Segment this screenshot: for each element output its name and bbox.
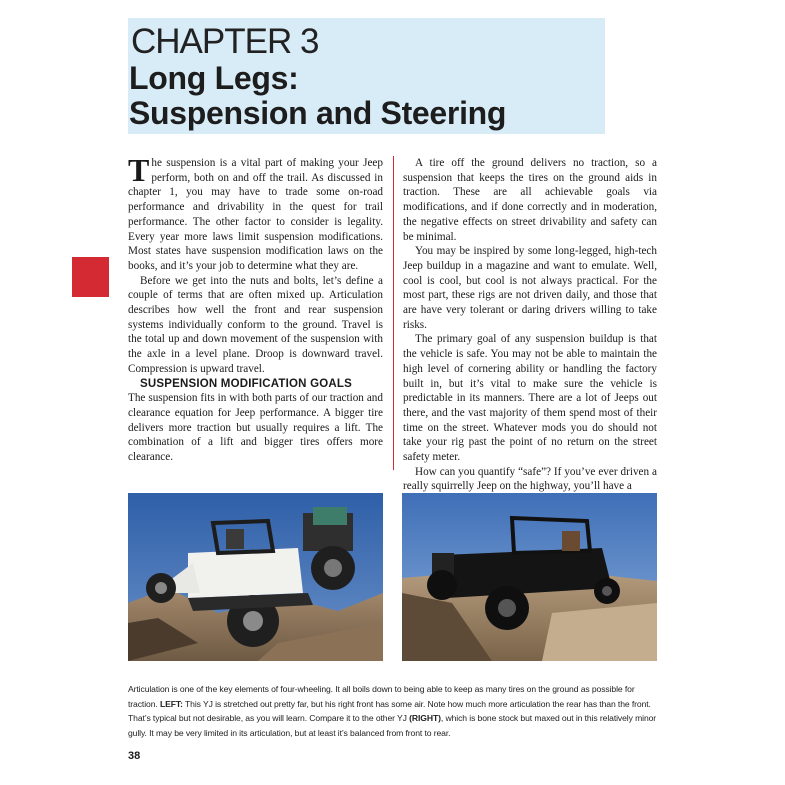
chapter-title	[129, 61, 506, 131]
page-number: 38	[128, 750, 141, 762]
right-paragraph-2: You may be inspired by some long-legged, high-tech Jeep buildup in a magazine and want to emulate. Well, cool is cool, but cool is not always practical. For the most part, these rigs are not driven daily, and those that are have very tolerant or daring drivers willing to take risks.	[403, 245, 657, 331]
photo-white-jeep	[128, 493, 383, 661]
chapter-title-line1: Long Legs:	[129, 60, 299, 96]
chapter-title-line2: Suspension and Steering	[129, 95, 507, 131]
chapter-number: CHAPTER 3	[131, 22, 319, 61]
column-divider	[393, 156, 394, 470]
caption-label-right: (RIGHT)	[409, 713, 441, 723]
right-paragraph-3: The primary goal of any suspension buildup is that the vehicle is safe. You may not be able to maintain the high level of cornering ability or handling the factory built in, but it’s vital to make sure the vehicle is predictable in its manners. There are a lot of Jeeps out there, and the vast majority of them spend most of their time on the street. Whatever mods you do should not take your rig past the point of no return on the street safety meter.	[403, 333, 657, 464]
red-page-tab	[72, 257, 109, 297]
photo-black-jeep	[402, 493, 657, 661]
right-text-column	[403, 156, 657, 494]
caption-label-left: LEFT:	[159, 698, 183, 709]
left-text-column	[128, 152, 383, 465]
right-paragraph-4: How can you quantify “safe”? If you’ve ever driven a really squirrelly Jeep on the highway, you’ll have a	[403, 465, 657, 493]
drop-cap: T	[128, 152, 150, 188]
right-paragraph-1: A tire off the ground delivers no traction, so a suspension that keeps the tires on the ground aids in traction. These are all achievable goals via modifications, and if done correctly and in moderation, the negative effects on street drivability and safety can be minimal.	[403, 157, 657, 243]
left-paragraph-3: The suspension fits in with both parts of our traction and clearance equation for Jeep performance. A bigger tire delivers more traction but usually requires a lift. The combination of a lift and bigger tires offers more clearance.	[128, 392, 383, 464]
section-heading: SUSPENSION MODIFICATION GOALS	[140, 377, 352, 390]
photo-caption: Articulation is one of the key elements of four-wheeling. It all boils down to being able to keep as many tires on the ground as possible for traction. LEFT: This YJ is stretched out pretty far, but his right front has some air. Note how much more articulation the rear has than the front. That’s typical but not desirable, as you will learn. Compare it to the other YJ (RIGHT), which is bone stock but maxed out in this relatively minor gully. It may be very limited in its articulation, but at least it’s balanced from front to rear.	[128, 684, 657, 738]
left-paragraph-2: Before we get into the nuts and bolts, let’s define a couple of terms that are often mixed up. Articulation describes how well the front and rear suspension systems individually conform to the ground. Travel is the total up and down movement of the suspension with the axle in a level plane. Droop is downward travel. Compression is upward travel.	[128, 274, 383, 375]
left-paragraph-1: The suspension is a vital part of making your Jeep perform, both on and off the trail. As discussed in chapter 1, you may have to trade some on-road performance and drivability in the quest for trail performance. The other factor to consider is legality. Every year more laws limit suspension modifications. Most states have suspension modification laws on the books, and it’s your job to determine what they are.	[128, 152, 383, 272]
